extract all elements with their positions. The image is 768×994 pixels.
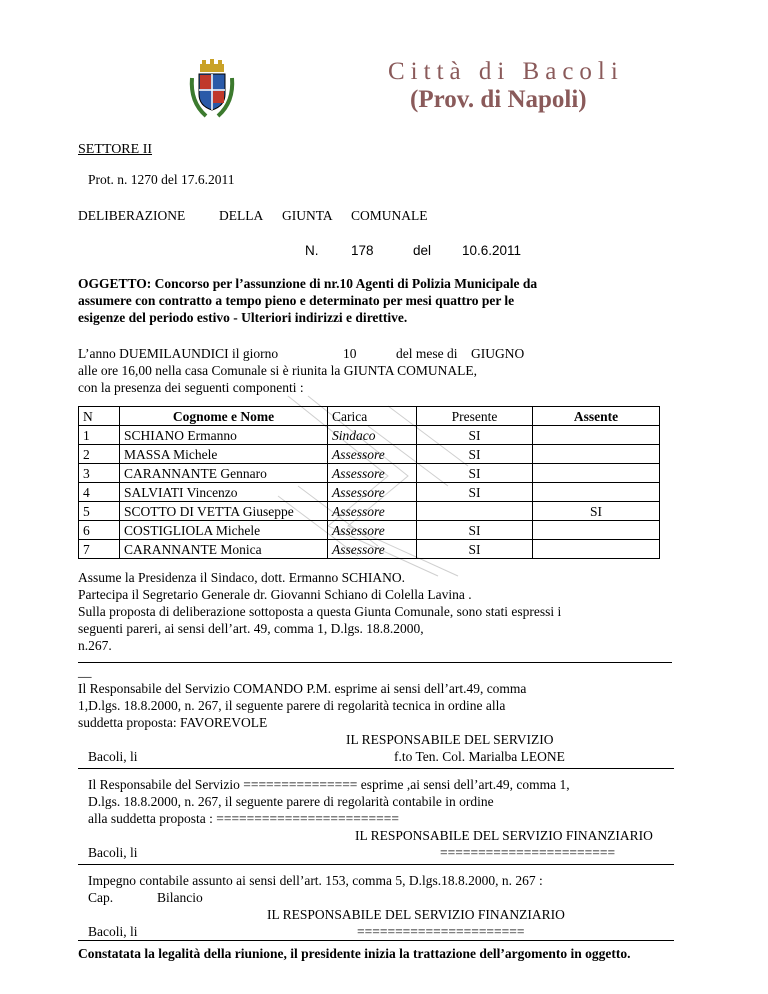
separator-line	[78, 940, 674, 941]
delib-word-3: GIUNTA	[282, 208, 333, 223]
row-assente	[533, 445, 660, 464]
parere2-line-1: Il Responsabile del Servizio =============== esprime ,ai sensi dell’art.49, comma 1,	[88, 777, 570, 792]
row-assente	[533, 540, 660, 559]
separator-line	[78, 662, 672, 663]
impegno-line-1: Impegno contabile assunto ai sensi dell’art. 153, comma 5, D.lgs.18.8.2000, n. 267 :	[88, 873, 543, 888]
body-proposta-1: Sulla proposta di deliberazione sottoposta a questa Giunta Comunale, sono stati espressi i	[78, 604, 562, 619]
row-n: 1	[79, 426, 120, 445]
parere2-place: Bacoli, li	[88, 845, 138, 860]
body-segretario: Partecipa il Segretario Generale dr. Giovanni Schiano di Colella Lavina .	[78, 587, 472, 602]
row-name: SCOTTO DI VETTA Giuseppe	[120, 502, 328, 521]
row-presente: SI	[417, 483, 533, 502]
row-n: 3	[79, 464, 120, 483]
delib-number: 178	[351, 243, 374, 258]
row-presente	[417, 502, 533, 521]
header-n: N	[79, 407, 120, 426]
parere2-signature-title: IL RESPONSABILE DEL SERVIZIO FINANZIARIO	[355, 828, 653, 843]
parere1-line-2: 1,D.lgs. 18.8.2000, n. 267, il seguente parere di regolarità tecnica in ordine alla	[78, 698, 506, 713]
row-presente: SI	[417, 540, 533, 559]
impegno-cap: Cap.	[88, 890, 114, 905]
impegno-bilancio: Bilancio	[157, 890, 203, 905]
row-assente	[533, 426, 660, 445]
parere2-line-2: D.lgs. 18.8.2000, n. 267, il seguente parere di regolarità contabile in ordine	[88, 794, 494, 809]
row-carica: Assessore	[328, 502, 417, 521]
table-row	[79, 502, 660, 521]
oggetto-line-3: esigenze del periodo estivo - Ulteriori indirizzi e direttive.	[78, 310, 408, 325]
table-row	[79, 445, 660, 464]
table-row	[79, 521, 660, 540]
delib-word-4: COMUNALE	[351, 208, 428, 223]
row-carica: Assessore	[328, 483, 417, 502]
row-assente	[533, 521, 660, 540]
province-name: (Prov. di Napoli)	[410, 86, 587, 113]
row-carica: Assessore	[328, 445, 417, 464]
row-assente	[533, 483, 660, 502]
parere2-signature-name: =======================	[440, 845, 616, 860]
row-presente: SI	[417, 445, 533, 464]
row-carica: Assessore	[328, 540, 417, 559]
row-name: SCHIANO Ermanno	[120, 426, 328, 445]
delib-n-label: N.	[305, 243, 319, 258]
intro-giorno: 10	[343, 346, 357, 361]
separator-line	[78, 864, 674, 865]
table-row	[79, 426, 660, 445]
impegno-signature-title: IL RESPONSABILE DEL SERVIZIO FINANZIARIO	[267, 907, 565, 922]
protocollo: Prot. n. 1270 del 17.6.2011	[88, 172, 235, 187]
oggetto-line-2: assumere con contratto a tempo pieno e determinato per mesi quattro per le	[78, 293, 515, 308]
city-crest-logo	[186, 58, 238, 122]
delib-del: del	[413, 243, 432, 258]
table-row	[79, 540, 660, 559]
row-n: 4	[79, 483, 120, 502]
row-assente: SI	[533, 502, 660, 521]
row-name: CARANNANTE Gennaro	[120, 464, 328, 483]
table-row	[79, 483, 660, 502]
delib-date: 10.6.2011	[462, 243, 522, 258]
separator-line	[78, 768, 674, 769]
impegno-signature-name: ======================	[357, 924, 525, 939]
footer-statement: Constatata la legalità della riunione, il presidente inizia la trattazione dell’argomento in oggetto.	[78, 946, 631, 961]
componenti-table	[78, 406, 660, 559]
intro-mese: GIUGNO	[471, 346, 525, 361]
oggetto-line-1: OGGETTO: Concorso per l’assunzione di nr.10 Agenti di Polizia Municipale da	[78, 276, 538, 291]
body-proposta-2: seguenti pareri, ai sensi dell’art. 49, comma 1, D.lgs. 18.8.2000,	[78, 621, 424, 636]
row-assente	[533, 464, 660, 483]
city-name: Città di Bacoli	[388, 58, 624, 85]
body-presidenza: Assume la Presidenza il Sindaco, dott. Ermanno SCHIANO.	[78, 570, 405, 585]
body-proposta-3: n.267.	[78, 638, 112, 653]
row-presente: SI	[417, 426, 533, 445]
row-carica: Sindaco	[328, 426, 417, 445]
row-carica: Assessore	[328, 521, 417, 540]
header-name: Cognome e Nome	[120, 407, 328, 426]
intro-mese-label: del mese di	[396, 346, 458, 361]
parere2-line-3: alla suddetta proposta : ========================	[88, 811, 399, 826]
row-presente: SI	[417, 521, 533, 540]
row-presente: SI	[417, 464, 533, 483]
parere1-line-3: suddetta proposta: FAVOREVOLE	[78, 715, 268, 730]
delib-word-2: DELLA	[219, 208, 264, 223]
table-row	[79, 464, 660, 483]
intro-anno: L’anno DUEMILAUNDICI il giorno	[78, 346, 279, 361]
row-n: 2	[79, 445, 120, 464]
parere1-place: Bacoli, li	[88, 749, 138, 764]
separator-dash: __	[78, 664, 92, 679]
intro-line-2: alle ore 16,00 nella casa Comunale si è riunita la GIUNTA COMUNALE,	[78, 363, 477, 378]
header-presente: Presente	[417, 407, 533, 426]
delib-word-1: DELIBERAZIONE	[78, 208, 186, 223]
parere1-line-1: Il Responsabile del Servizio COMANDO P.M. esprime ai sensi dell’art.49, comma	[78, 681, 527, 696]
row-n: 7	[79, 540, 120, 559]
row-n: 6	[79, 521, 120, 540]
row-name: CARANNANTE Monica	[120, 540, 328, 559]
parere1-signature-title: IL RESPONSABILE DEL SERVIZIO	[346, 732, 554, 747]
header-assente: Assente	[533, 407, 660, 426]
row-n: 5	[79, 502, 120, 521]
table-header-row	[79, 407, 660, 426]
impegno-place: Bacoli, li	[88, 924, 138, 939]
header-carica: Carica	[328, 407, 417, 426]
row-name: COSTIGLIOLA Michele	[120, 521, 328, 540]
row-carica: Assessore	[328, 464, 417, 483]
row-name: SALVIATI Vincenzo	[120, 483, 328, 502]
intro-line-3: con la presenza dei seguenti componenti :	[78, 380, 304, 395]
row-name: MASSA Michele	[120, 445, 328, 464]
settore-label: SETTORE II	[78, 142, 153, 157]
parere1-signature-name: f.to Ten. Col. Marialba LEONE	[394, 749, 565, 764]
